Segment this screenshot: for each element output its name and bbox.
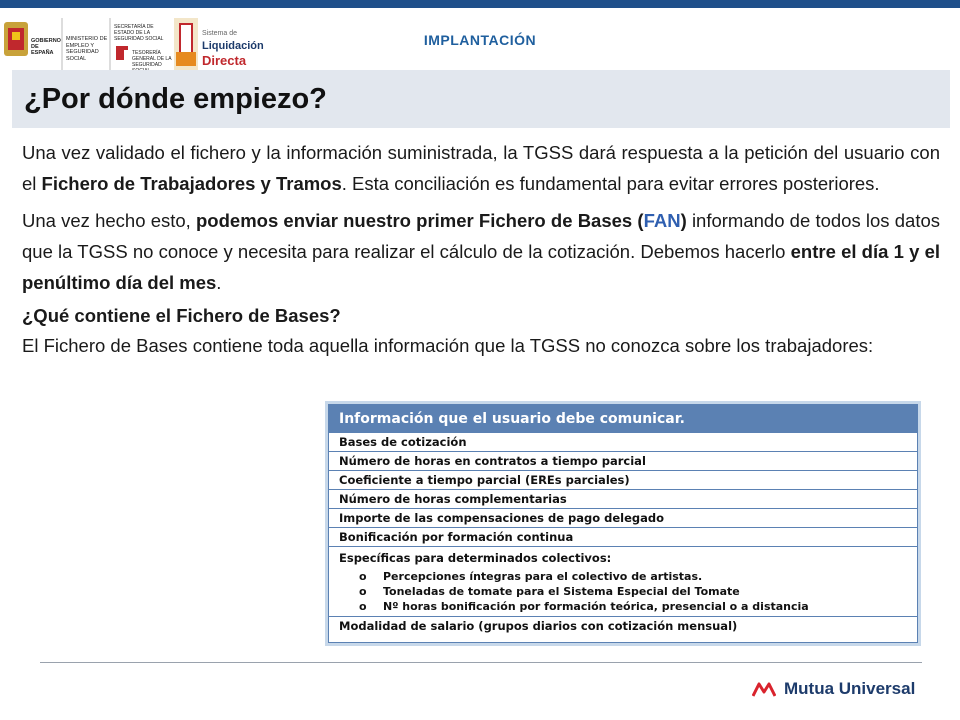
table-header: Información que el usuario debe comunicar. bbox=[329, 405, 917, 433]
table-row: Coeficiente a tiempo parcial (EREs parciales) bbox=[329, 471, 917, 490]
p2-bold: podemos enviar nuestro primer Fichero de Bases ( bbox=[196, 210, 644, 231]
p2-close-paren: ) bbox=[680, 210, 687, 231]
p2-period: . bbox=[216, 272, 222, 293]
section-tag: IMPLANTACIÓN bbox=[423, 32, 537, 48]
logo-liquidacion-text: Liquidación bbox=[202, 40, 264, 52]
info-table bbox=[328, 404, 918, 643]
institutional-logos bbox=[0, 12, 264, 72]
header bbox=[0, 8, 960, 68]
paragraph-bases bbox=[22, 205, 940, 298]
bullet-icon: o bbox=[359, 570, 367, 583]
paragraph-contents: El Fichero de Bases contiene toda aquella información que la TGSS no conozca sobre los trabajadores: bbox=[22, 335, 874, 356]
logo-directa-text: Directa bbox=[202, 53, 247, 68]
fan-highlight: FAN bbox=[643, 210, 681, 231]
table-row-group bbox=[329, 547, 917, 617]
logo-tgss-text: TESORERÍA GENERAL DE LA SEGURIDAD bbox=[132, 50, 172, 68]
sub-row-text: Toneladas de tomate para el Sistema Especial del Tomate bbox=[383, 585, 740, 598]
table-row: Modalidad de salario (grupos diarios con cotización mensual) bbox=[339, 619, 738, 633]
p2-text-a: Una vez hecho esto, bbox=[22, 210, 196, 231]
sub-row-text: Percepciones íntegras para el colectivo de artistas. bbox=[383, 570, 703, 583]
mutua-universal-icon bbox=[752, 680, 776, 698]
logo-ministerio-text: MINISTERIO DE EMPLEO Y SEGURIDAD SOCIAL bbox=[66, 36, 108, 62]
p2-text-d: informando de todos los datos que la TGSS no conoce y necesita para realizar el cálculo de la cotización. Debemos hacerlo bbox=[22, 210, 940, 262]
top-color-bar bbox=[0, 0, 960, 8]
p1-text-c: . Esta conciliación es fundamental para evitar errores posteriores. bbox=[341, 173, 880, 194]
table-row: Bonificación por formación continua bbox=[329, 528, 917, 547]
p1-bold: Fichero de Trabajadores y Tramos bbox=[41, 173, 342, 194]
paragraph-validation bbox=[22, 137, 940, 199]
question-heading: ¿Qué contiene el Fichero de Bases? bbox=[22, 305, 341, 326]
logo-gobierno-text: GOBIERNO DE ESPAÑA bbox=[31, 38, 61, 56]
bullet-icon: o bbox=[359, 600, 367, 613]
page-title: ¿Por dónde empiezo? bbox=[24, 83, 327, 115]
sub-row bbox=[339, 569, 917, 584]
title-band bbox=[12, 70, 950, 128]
footer-divider bbox=[40, 662, 922, 663]
table-row: Número de horas complementarias bbox=[329, 490, 917, 509]
p2-bold-dates: entre el día 1 y el penúltimo día del mes bbox=[22, 241, 940, 293]
group-title: Específicas para determinados colectivos: bbox=[339, 551, 612, 565]
body-content bbox=[22, 137, 940, 361]
sub-row bbox=[339, 584, 917, 599]
info-table-panel bbox=[325, 401, 921, 646]
sub-row bbox=[339, 599, 917, 614]
logo-secretaria-text: SECRETARÍA DE ESTADO DE LA SEGURIDAD SOCIAL bbox=[114, 24, 164, 42]
sub-row-text: Nº horas bonificación por formación teórica, presencial o a distancia bbox=[383, 600, 809, 613]
bullet-icon: o bbox=[359, 585, 367, 598]
table-row: Bases de cotización bbox=[329, 433, 917, 452]
logo-sistema-text: Sistema de bbox=[202, 30, 238, 37]
mutua-universal-logo bbox=[752, 677, 915, 701]
mutua-brand-text: Mutua Universal bbox=[784, 679, 916, 698]
table-row: Número de horas en contratos a tiempo parcial bbox=[329, 452, 917, 471]
table-row: Importe de las compensaciones de pago delegado bbox=[329, 509, 917, 528]
p1-text-a: Una vez validado el fichero y la información suministrada, la TGSS dará respuesta a la petición del usuario con el bbox=[22, 142, 940, 194]
